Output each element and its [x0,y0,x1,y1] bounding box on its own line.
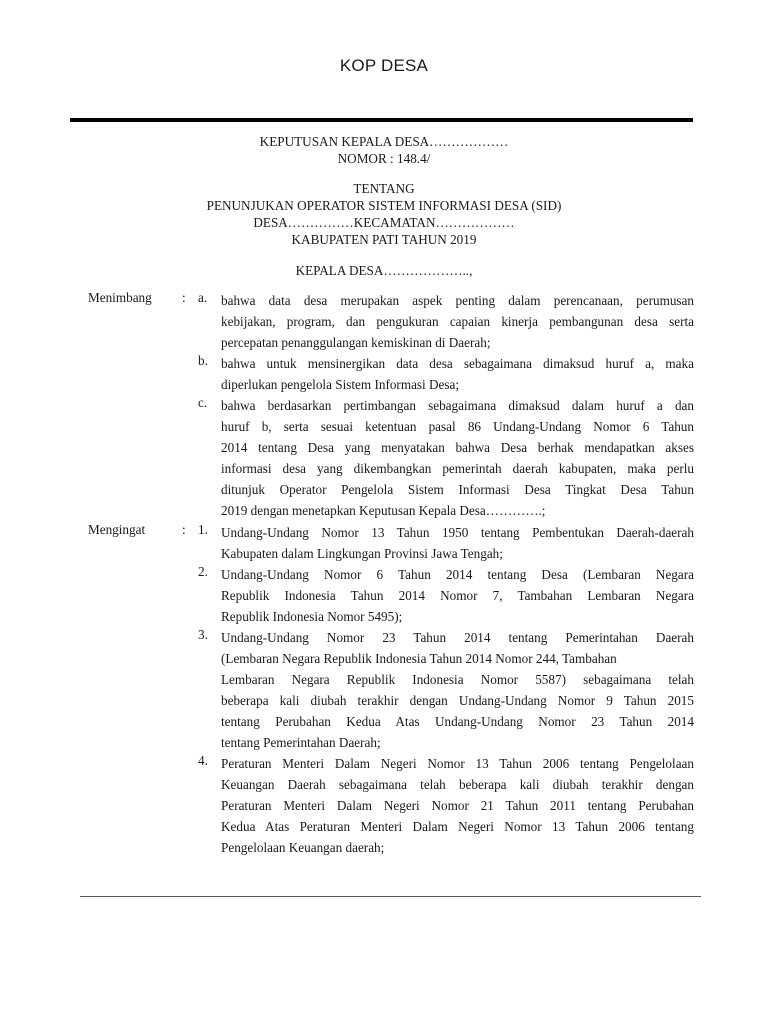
text-line: huruf b, serta sesuai ketentuan pasal 86 Undang-Undang Nomor 6 Tahun [221,419,694,434]
text-line: Peraturan Menteri Dalam Negeri Nomor 13 Tahun 2006 tentang Pengelolaan [221,756,694,771]
decree-regency-year: KABUPATEN PATI TAHUN 2019 [291,232,477,247]
text-line: Keuangan Daerah sebagaimana telah beberapa kali diubah terakhir dengan [221,777,694,792]
text-line: Kabupaten dalam Lingkungan Provinsi Jawa Tengah; [221,546,503,561]
text-line: (Lembaran Negara Republik Indonesia Tahun 2014 Nomor 244, Tambahan [221,651,617,666]
considering-colon: : [182,290,186,305]
text-line: Republik Indonesia Nomor 5495); [221,609,403,624]
list-item-text [221,353,694,395]
list-marker: 3. [198,627,208,642]
text-line: Undang-Undang Nomor 23 Tahun 2014 tentang Pemerintahan Daerah [221,630,694,645]
text-line: percepatan penanggulangan kemiskinan di Daerah; [221,335,491,350]
text-line: Lembaran Negara Republik Indonesia Nomor 5587) sebagaimana telah [221,672,694,687]
decree-number: NOMOR : 148.4/ [337,151,431,166]
considering-label: Menimbang [88,290,152,305]
decree-heading [0,133,768,167]
text-line: kebijakan, program, dan pengukuran capaian kinerja pembangunan desa serta [221,314,694,329]
text-line: tentang Perubahan Kedua Atas Undang-Undang Nomor 23 Tahun 2014 [221,714,694,729]
list-item-text [221,522,694,564]
text-line: Republik Indonesia Tahun 2014 Nomor 7, Tambahan Lembaran Negara [221,588,694,603]
decree-about: TENTANG [353,181,415,196]
list-marker: 2. [198,564,208,579]
text-line: Peraturan Menteri Dalam Negeri Nomor 21 Tahun 2011 tentang Perubahan [221,798,694,813]
text-line: Undang-Undang Nomor 6 Tahun 2014 tentang Desa (Lembaran Negara [221,567,694,582]
text-line: bahwa berdasarkan pertimbangan sebagaimana dimaksud dalam huruf a dan [221,398,694,413]
list-marker: c. [198,395,208,410]
text-line: Kedua Atas Peraturan Menteri Dalam Negeri Nomor 13 Tahun 2006 tentang [221,819,694,834]
text-line: 2014 tentang Desa yang menyatakan bahwa Desa berhak mendapatkan akses [221,440,694,455]
text-line: beberapa kali diubah terakhir dengan Undang-Undang Nomor 9 Tahun 2015 [221,693,694,708]
text-line: diperlukan pengelola Sistem Informasi Desa; [221,377,460,392]
text-line: Undang-Undang Nomor 13 Tahun 1950 tentang Pembentukan Daerah-daerah [221,525,694,540]
recalling-colon: : [182,522,186,537]
list-marker: 1. [198,522,208,537]
list-item-text [221,564,694,627]
decree-title: KEPUTUSAN KEPALA DESA……………… [259,134,509,149]
decree-signatory-block [0,262,768,279]
list-item-text [221,753,694,858]
page-bottom-divider [80,896,701,897]
text-line: Pengelolaan Keuangan daerah; [221,840,385,855]
list-item-text [221,395,694,521]
decree-signatory: KEPALA DESA……………….., [295,263,473,278]
list-item-text [221,290,694,353]
decree-subject: PENUNJUKAN OPERATOR SISTEM INFORMASI DESA (SID) [206,198,562,213]
text-line: 2019 dengan menetapkan Keputusan Kepala Desa………….; [221,503,546,518]
letterhead-divider [70,118,693,122]
text-line: ditunjuk Operator Pengelola Sistem Informasi Desa Tingkat Desa Tahun [221,482,694,497]
list-marker: b. [198,353,208,368]
decree-village-district: DESA……………KECAMATAN……………… [253,215,515,230]
text-line: bahwa untuk mensinergikan data desa sebagaimana dimaksud huruf a, maka [221,356,694,371]
text-line: bahwa data desa merupakan aspek penting dalam perencanaan, perumusan [221,293,694,308]
text-line: informasi desa yang dikembangkan pemerintah daerah kabupaten, maka perlu [221,461,694,476]
decree-subject-block [0,180,768,248]
letterhead-title: KOP DESA [339,56,429,75]
recalling-label: Mengingat [88,522,146,537]
list-marker: a. [198,290,208,305]
list-item-text [221,627,694,753]
list-marker: 4. [198,753,208,768]
text-line: tentang Pemerintahan Daerah; [221,735,381,750]
